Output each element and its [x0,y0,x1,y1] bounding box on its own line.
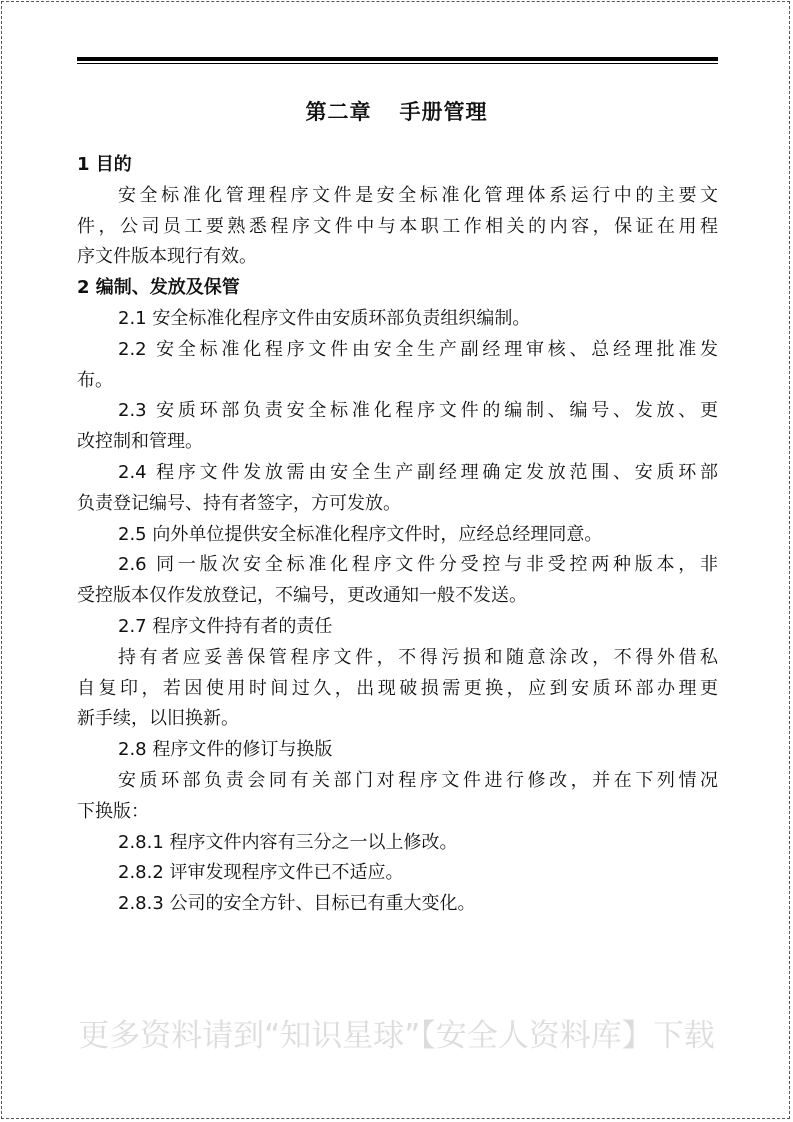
chapter-name: 手册管理 [399,100,488,124]
paragraph-line: 持有者应妥善保管程序文件，不得污损和随意涂改，不得外借私 [118,646,718,668]
paragraph-line: 布。 [77,369,113,391]
paragraph-line: 2.8.1 程序文件内容有三分之一以上修改。 [118,831,458,853]
chapter-title [0,96,793,126]
header-rule-thin [77,63,718,64]
paragraph-line: 受控版本仅作发放登记，不编号，更改通知一般不发送。 [77,585,527,607]
header-rule-thick [77,57,718,61]
chapter-number: 第二章 [305,100,372,124]
paragraph-line: 2.8.2 评审发现程序文件已不适应。 [118,862,404,884]
paragraph-line: 2.8.3 公司的安全方针、目标已有重大变化。 [118,893,476,915]
section-heading: 2 编制、发放及保管 [77,277,240,299]
paragraph-line: 序文件版本现行有效。 [77,246,257,268]
paragraph-line: 2.4 程序文件发放需由安全生产副经理确定发放范围、安质环部 [118,461,718,483]
paragraph-line: 安全标准化管理程序文件是安全标准化管理体系运行中的主要文 [118,184,718,206]
paragraph-line: 下换版： [77,800,149,822]
paragraph-line: 新手续，以旧换新。 [77,708,239,730]
paragraph-line: 2.1 安全标准化程序文件由安质环部负责组织编制。 [118,307,531,329]
paragraph-line: 2.3 安质环部负责安全标准化程序文件的编制、编号、发放、更 [118,400,718,422]
paragraph-line: 自复印，若因使用时间过久，出现破损需更换，应到安质环部办理更 [77,677,718,699]
paragraph-line: 改控制和管理。 [77,431,203,453]
paragraph-line: 2.8 程序文件的修订与换版 [118,739,333,761]
watermark: 更多资料请到“知识星球”【安全人资料库】下载 [78,1018,715,1054]
paragraph-line: 负责登记编号、持有者签字，方可发放。 [77,492,401,514]
document-body [77,150,718,920]
paragraph-line: 件，公司员工要熟悉程序文件中与本职工作相关的内容，保证在用程 [77,215,718,237]
section-heading: 1 目的 [77,154,132,175]
paragraph-line: 安质环部负责会同有关部门对程序文件进行修改，并在下列情况 [118,769,718,791]
paragraph-line: 2.6 同一版次安全标准化程序文件分受控与非受控两种版本，非 [118,554,718,576]
paragraph-line: 2.5 向外单位提供安全标准化程序文件时，应经总经理同意。 [118,523,603,545]
paragraph-line: 2.7 程序文件持有者的责任 [118,615,333,637]
paragraph-line: 2.2 安全标准化程序文件由安全生产副经理审核、总经理批准发 [118,338,718,360]
